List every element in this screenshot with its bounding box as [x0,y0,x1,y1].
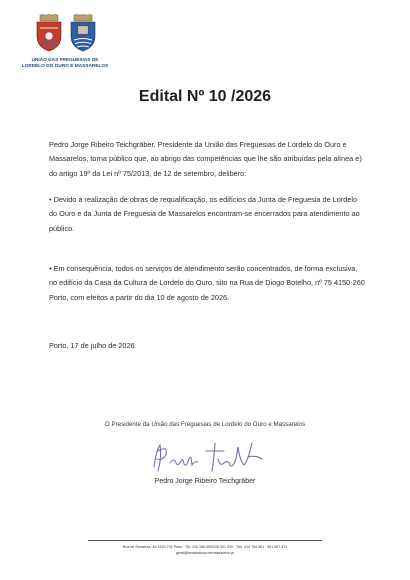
bullet-text-2: • Em consequência, todos os serviços de atendimento serão concentrados, de forma exclusiva, no edifício da Casa da Cultura de Lordelo do Ouro, sito na Rua de Diogo Botelho, nº 75 4150-260 Porto, com efeitos a partir do dia 10 de agosto de 2026. [49,264,365,302]
footer [0,544,410,556]
intro-text: Pedro Jorge Ribeiro Teichgräber, Presidente da União das Freguesias de Lordelo do Ouro e Massarelos, torna público que, ao abrigo das competências que lhe são atribuídas pela alínea e) do artigo 19º da Lei nº 75/2013, de 12 de setembro, delibero: [49,140,362,178]
org-name-line1: UNIÃO DAS FREGUESIAS DE [31,57,99,62]
bullet-text-1: • Devido à realização de obras de requalificação, os edifícios da Junta de Freguesia de Lordelo do Ouro e da Junta de Freguesia de Massarelos encontram-se encerrados para atendimento ao público. [49,195,360,233]
footer-divider [88,540,322,541]
document-date: Porto, 17 de julho de 2026 [49,341,135,350]
bullet-item [49,193,367,236]
bullet-item [49,262,367,305]
crests [30,14,100,54]
org-name [14,57,116,69]
right-crest-icon [68,14,98,52]
signatory-role: O Presidente da União das Freguesias de Lordelo do Ouro e Massarelos [104,421,306,428]
intro-paragraph [49,138,367,181]
handwritten-signature [148,437,268,475]
footer-address: Rua de Serralves, 81 4150-701 Porto · Tel. 226 160 300/226 001 000 · Tlm. 914 704 961 · 961 557 471 [122,545,288,549]
signatory-name: Pedro Jorge Ribeiro Teichgräber [154,478,256,485]
document-title: Edital Nº 10 /2026 [138,88,272,105]
footer-email[interactable]: geral@lordelodoouroemassarelos.pt [176,551,234,555]
org-name-line2: LORDELO DO OURO E MASSARELOS [21,63,109,68]
left-crest-icon [34,14,64,52]
